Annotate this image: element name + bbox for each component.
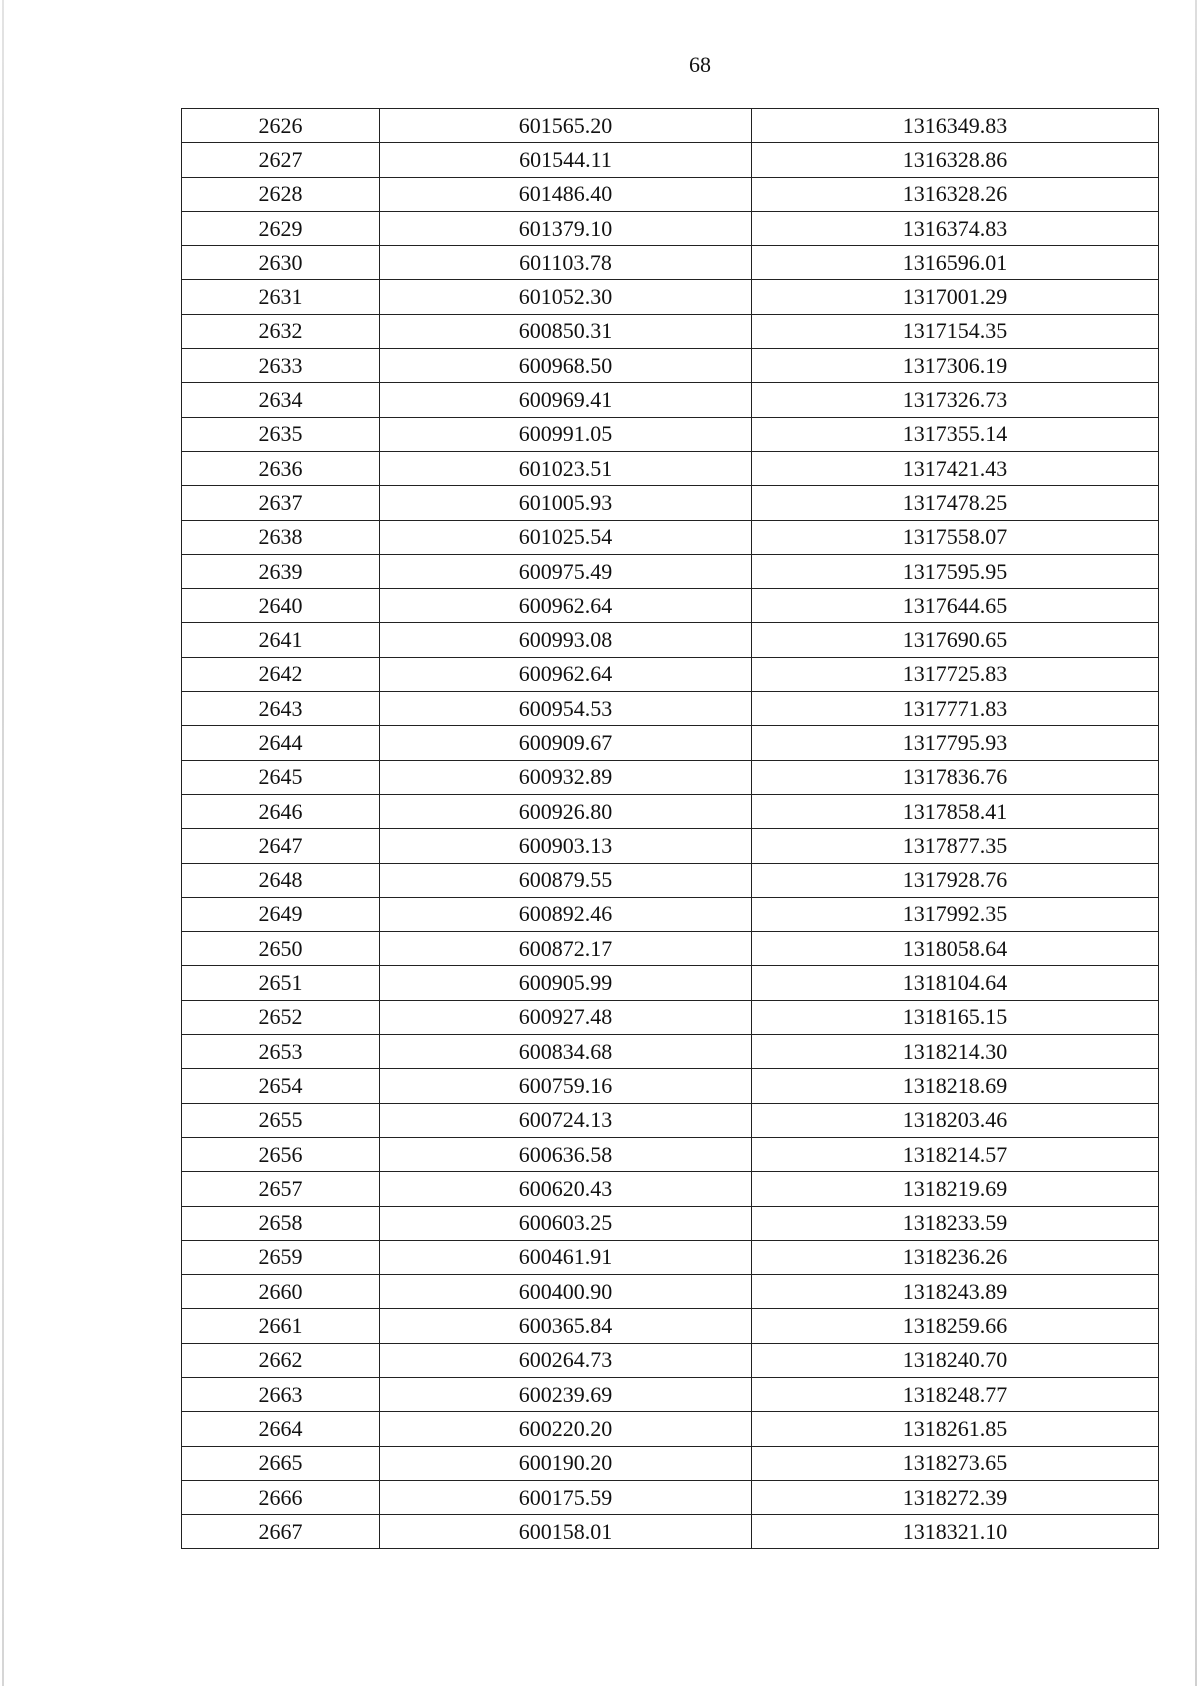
x-coordinate-cell: 600400.90 — [380, 1275, 752, 1309]
table-row — [182, 280, 1159, 314]
point-number-cell: 2662 — [182, 1343, 380, 1377]
x-coordinate-cell: 600175.59 — [380, 1480, 752, 1514]
table-row — [182, 1069, 1159, 1103]
y-coordinate-cell: 1317644.65 — [752, 589, 1159, 623]
table-row — [182, 829, 1159, 863]
x-coordinate-cell: 600220.20 — [380, 1412, 752, 1446]
point-number-cell: 2650 — [182, 932, 380, 966]
table-row — [182, 211, 1159, 245]
coordinates-table-body — [182, 109, 1159, 1549]
point-number-cell: 2655 — [182, 1103, 380, 1137]
point-number-cell: 2626 — [182, 109, 380, 143]
y-coordinate-cell: 1317421.43 — [752, 451, 1159, 485]
y-coordinate-cell: 1317771.83 — [752, 692, 1159, 726]
y-coordinate-cell: 1318165.15 — [752, 1000, 1159, 1034]
point-number-cell: 2659 — [182, 1240, 380, 1274]
point-number-cell: 2635 — [182, 417, 380, 451]
point-number-cell: 2661 — [182, 1309, 380, 1343]
x-coordinate-cell: 600892.46 — [380, 897, 752, 931]
table-row — [182, 1172, 1159, 1206]
x-coordinate-cell: 601025.54 — [380, 520, 752, 554]
point-number-cell: 2632 — [182, 314, 380, 348]
x-coordinate-cell: 601565.20 — [380, 109, 752, 143]
point-number-cell: 2663 — [182, 1377, 380, 1411]
point-number-cell: 2664 — [182, 1412, 380, 1446]
x-coordinate-cell: 600909.67 — [380, 726, 752, 760]
table-row — [182, 1275, 1159, 1309]
y-coordinate-cell: 1317836.76 — [752, 760, 1159, 794]
y-coordinate-cell: 1318219.69 — [752, 1172, 1159, 1206]
x-coordinate-cell: 600759.16 — [380, 1069, 752, 1103]
y-coordinate-cell: 1318218.69 — [752, 1069, 1159, 1103]
point-number-cell: 2646 — [182, 794, 380, 828]
point-number-cell: 2643 — [182, 692, 380, 726]
x-coordinate-cell: 600239.69 — [380, 1377, 752, 1411]
table-row — [182, 692, 1159, 726]
y-coordinate-cell: 1318261.85 — [752, 1412, 1159, 1446]
point-number-cell: 2645 — [182, 760, 380, 794]
table-row — [182, 1377, 1159, 1411]
y-coordinate-cell: 1317355.14 — [752, 417, 1159, 451]
table-row — [182, 383, 1159, 417]
table-row — [182, 1515, 1159, 1549]
table-row — [182, 109, 1159, 143]
y-coordinate-cell: 1316328.26 — [752, 177, 1159, 211]
y-coordinate-cell: 1317992.35 — [752, 897, 1159, 931]
table-row — [182, 794, 1159, 828]
y-coordinate-cell: 1317877.35 — [752, 829, 1159, 863]
y-coordinate-cell: 1317795.93 — [752, 726, 1159, 760]
x-coordinate-cell: 601052.30 — [380, 280, 752, 314]
point-number-cell: 2654 — [182, 1069, 380, 1103]
y-coordinate-cell: 1317001.29 — [752, 280, 1159, 314]
table-row — [182, 246, 1159, 280]
x-coordinate-cell: 600993.08 — [380, 623, 752, 657]
point-number-cell: 2637 — [182, 486, 380, 520]
point-number-cell: 2641 — [182, 623, 380, 657]
x-coordinate-cell: 600190.20 — [380, 1446, 752, 1480]
x-coordinate-cell: 601005.93 — [380, 486, 752, 520]
scan-edge-right — [1195, 0, 1197, 1686]
point-number-cell: 2628 — [182, 177, 380, 211]
x-coordinate-cell: 600834.68 — [380, 1035, 752, 1069]
y-coordinate-cell: 1317858.41 — [752, 794, 1159, 828]
point-number-cell: 2665 — [182, 1446, 380, 1480]
y-coordinate-cell: 1317558.07 — [752, 520, 1159, 554]
table-row — [182, 1000, 1159, 1034]
point-number-cell: 2638 — [182, 520, 380, 554]
y-coordinate-cell: 1318236.26 — [752, 1240, 1159, 1274]
x-coordinate-cell: 600879.55 — [380, 863, 752, 897]
table-row — [182, 1446, 1159, 1480]
y-coordinate-cell: 1318214.57 — [752, 1137, 1159, 1171]
x-coordinate-cell: 600872.17 — [380, 932, 752, 966]
table-row — [182, 1103, 1159, 1137]
x-coordinate-cell: 600991.05 — [380, 417, 752, 451]
table-row — [182, 451, 1159, 485]
y-coordinate-cell: 1317595.95 — [752, 554, 1159, 588]
x-coordinate-cell: 600603.25 — [380, 1206, 752, 1240]
x-coordinate-cell: 600968.50 — [380, 349, 752, 383]
y-coordinate-cell: 1317306.19 — [752, 349, 1159, 383]
x-coordinate-cell: 601103.78 — [380, 246, 752, 280]
table-row — [182, 589, 1159, 623]
table-row — [182, 1309, 1159, 1343]
y-coordinate-cell: 1317928.76 — [752, 863, 1159, 897]
x-coordinate-cell: 600620.43 — [380, 1172, 752, 1206]
table-row — [182, 863, 1159, 897]
x-coordinate-cell: 600850.31 — [380, 314, 752, 348]
y-coordinate-cell: 1317326.73 — [752, 383, 1159, 417]
point-number-cell: 2627 — [182, 143, 380, 177]
x-coordinate-cell: 600927.48 — [380, 1000, 752, 1034]
y-coordinate-cell: 1318214.30 — [752, 1035, 1159, 1069]
x-coordinate-cell: 600954.53 — [380, 692, 752, 726]
point-number-cell: 2648 — [182, 863, 380, 897]
y-coordinate-cell: 1317478.25 — [752, 486, 1159, 520]
x-coordinate-cell: 600926.80 — [380, 794, 752, 828]
table-row — [182, 177, 1159, 211]
y-coordinate-cell: 1317690.65 — [752, 623, 1159, 657]
x-coordinate-cell: 600969.41 — [380, 383, 752, 417]
table-row — [182, 520, 1159, 554]
point-number-cell: 2652 — [182, 1000, 380, 1034]
x-coordinate-cell: 600264.73 — [380, 1343, 752, 1377]
x-coordinate-cell: 600975.49 — [380, 554, 752, 588]
table-row — [182, 1343, 1159, 1377]
x-coordinate-cell: 600636.58 — [380, 1137, 752, 1171]
x-coordinate-cell: 600158.01 — [380, 1515, 752, 1549]
point-number-cell: 2633 — [182, 349, 380, 383]
table-row — [182, 1412, 1159, 1446]
x-coordinate-cell: 601379.10 — [380, 211, 752, 245]
point-number-cell: 2658 — [182, 1206, 380, 1240]
y-coordinate-cell: 1318104.64 — [752, 966, 1159, 1000]
table-row — [182, 657, 1159, 691]
point-number-cell: 2634 — [182, 383, 380, 417]
table-row — [182, 966, 1159, 1000]
point-number-cell: 2644 — [182, 726, 380, 760]
y-coordinate-cell: 1318272.39 — [752, 1480, 1159, 1514]
table-row — [182, 554, 1159, 588]
point-number-cell: 2639 — [182, 554, 380, 588]
table-row — [182, 932, 1159, 966]
point-number-cell: 2657 — [182, 1172, 380, 1206]
point-number-cell: 2651 — [182, 966, 380, 1000]
x-coordinate-cell: 600962.64 — [380, 657, 752, 691]
x-coordinate-cell: 601544.11 — [380, 143, 752, 177]
table-row — [182, 897, 1159, 931]
y-coordinate-cell: 1316349.83 — [752, 109, 1159, 143]
point-number-cell: 2630 — [182, 246, 380, 280]
x-coordinate-cell: 600461.91 — [380, 1240, 752, 1274]
point-number-cell: 2667 — [182, 1515, 380, 1549]
y-coordinate-cell: 1318321.10 — [752, 1515, 1159, 1549]
x-coordinate-cell: 600365.84 — [380, 1309, 752, 1343]
y-coordinate-cell: 1317154.35 — [752, 314, 1159, 348]
x-coordinate-cell: 600905.99 — [380, 966, 752, 1000]
point-number-cell: 2631 — [182, 280, 380, 314]
y-coordinate-cell: 1318273.65 — [752, 1446, 1159, 1480]
point-number-cell: 2642 — [182, 657, 380, 691]
point-number-cell: 2656 — [182, 1137, 380, 1171]
table-row — [182, 486, 1159, 520]
table-row — [182, 760, 1159, 794]
page-number: 68 — [689, 52, 711, 77]
x-coordinate-cell: 600903.13 — [380, 829, 752, 863]
y-coordinate-cell: 1316374.83 — [752, 211, 1159, 245]
point-number-cell: 2640 — [182, 589, 380, 623]
table-row — [182, 143, 1159, 177]
y-coordinate-cell: 1318058.64 — [752, 932, 1159, 966]
y-coordinate-cell: 1318248.77 — [752, 1377, 1159, 1411]
x-coordinate-cell: 601486.40 — [380, 177, 752, 211]
table-row — [182, 1480, 1159, 1514]
y-coordinate-cell: 1317725.83 — [752, 657, 1159, 691]
point-number-cell: 2629 — [182, 211, 380, 245]
y-coordinate-cell: 1318259.66 — [752, 1309, 1159, 1343]
y-coordinate-cell: 1318233.59 — [752, 1206, 1159, 1240]
x-coordinate-cell: 600932.89 — [380, 760, 752, 794]
y-coordinate-cell: 1318240.70 — [752, 1343, 1159, 1377]
point-number-cell: 2649 — [182, 897, 380, 931]
x-coordinate-cell: 600724.13 — [380, 1103, 752, 1137]
x-coordinate-cell: 600962.64 — [380, 589, 752, 623]
table-row — [182, 349, 1159, 383]
y-coordinate-cell: 1316596.01 — [752, 246, 1159, 280]
table-row — [182, 726, 1159, 760]
y-coordinate-cell: 1318243.89 — [752, 1275, 1159, 1309]
y-coordinate-cell: 1316328.86 — [752, 143, 1159, 177]
point-number-cell: 2636 — [182, 451, 380, 485]
table-row — [182, 1137, 1159, 1171]
table-row — [182, 1035, 1159, 1069]
table-row — [182, 1206, 1159, 1240]
x-coordinate-cell: 601023.51 — [380, 451, 752, 485]
table-row — [182, 417, 1159, 451]
table-row — [182, 1240, 1159, 1274]
table-row — [182, 623, 1159, 657]
coordinates-table — [181, 108, 1159, 1549]
point-number-cell: 2666 — [182, 1480, 380, 1514]
point-number-cell: 2660 — [182, 1275, 380, 1309]
table-row — [182, 314, 1159, 348]
point-number-cell: 2653 — [182, 1035, 380, 1069]
scan-edge-left — [2, 0, 4, 1686]
point-number-cell: 2647 — [182, 829, 380, 863]
y-coordinate-cell: 1318203.46 — [752, 1103, 1159, 1137]
